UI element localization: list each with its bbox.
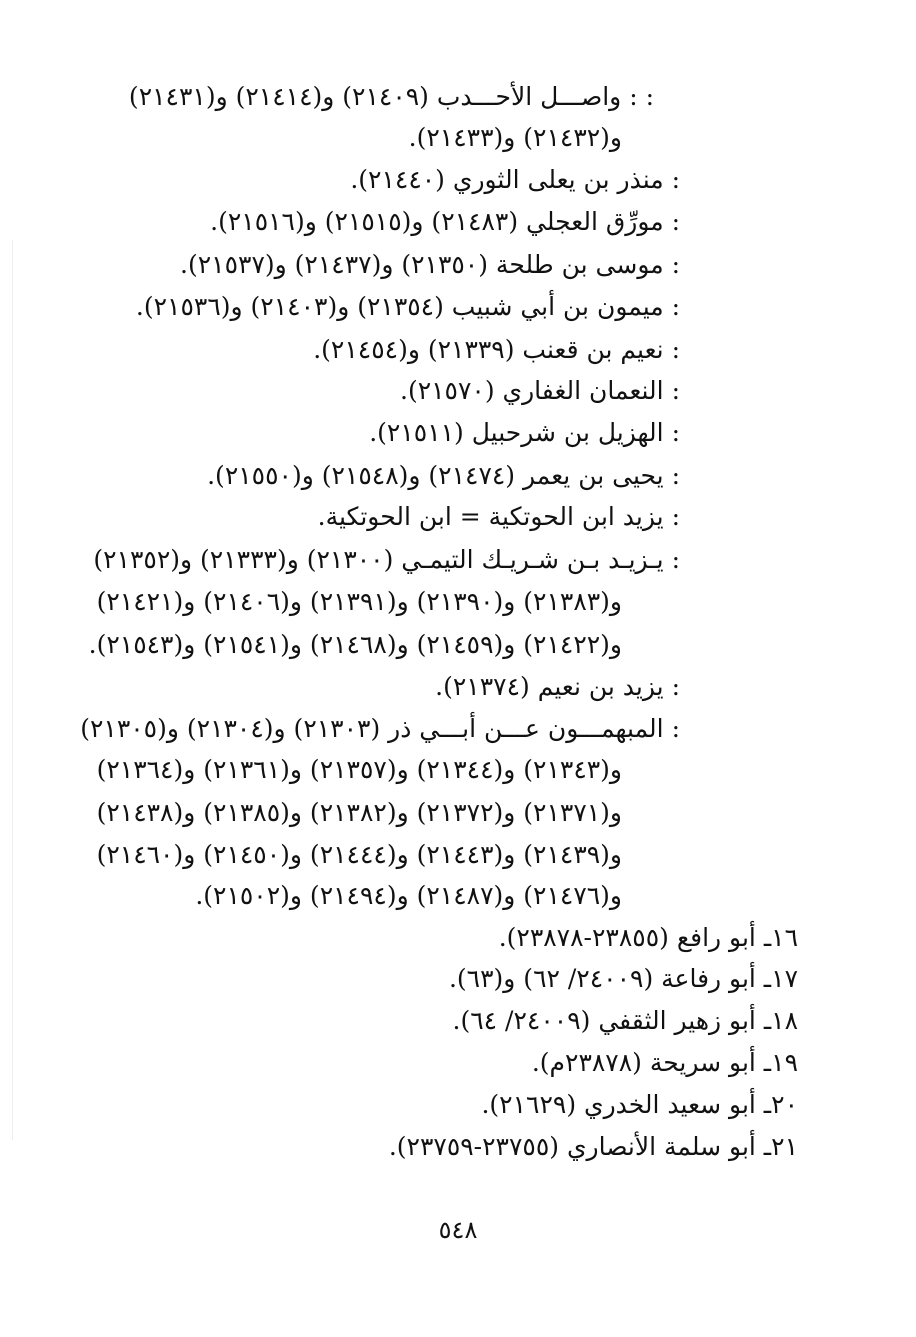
entry-line: : مورِّق العجلي (٢١٤٨٣) و(٢١٥١٥) و(٢١٥١٦). xyxy=(210,207,680,236)
entry-line: و(٢١٣٤٣) و(٢١٣٤٤) و(٢١٣٥٧) و(٢١٣٦١) و(٢١٣٦٤) xyxy=(96,755,622,784)
entry-line: : يحيى بن يعمر (٢١٤٧٤) و(٢١٥٤٨) و(٢١٥٥٠). xyxy=(207,461,680,490)
entry-line: : الهزيل بن شرحبيل (٢١٥١١). xyxy=(369,418,680,447)
entry-line: و(٢١٤٣٢) و(٢١٤٣٣). xyxy=(408,123,622,152)
entry-line: ١٦ـ أبو رافع (٢٣٨٥٥-٢٣٨٧٨). xyxy=(498,923,798,952)
entry-line: و(٢١٤٧٦) و(٢١٤٨٧) و(٢١٤٩٤) و(٢١٥٠٢). xyxy=(195,881,622,910)
entry-line: : يزيد بن نعيم (٢١٣٧٤). xyxy=(435,672,680,701)
entry-line: و(٢١٣٨٣) و(٢١٣٩٠) و(٢١٣٩١) و(٢١٤٠٦) و(٢١٤٢١) xyxy=(96,587,622,616)
entry-line: : يـزيـد بـن شـريـك التيمـي (٢١٣٠٠) و(٢١٣٣٣) و(٢١٣٥٢) xyxy=(93,545,680,574)
entry-line: ١٨ـ أبو زهير الثقفي (٢٤٠٠٩/ ٦٤). xyxy=(452,1006,798,1035)
page-number: ٥٤٨ xyxy=(438,1216,478,1244)
entry-line: : منذر بن يعلى الثوري (٢١٤٤٠). xyxy=(350,165,680,194)
entry-line: ١٧ـ أبو رفاعة (٢٤٠٠٩/ ٦٢) و(٦٣). xyxy=(448,964,798,993)
entry-line: : يزيد ابن الحوتكية = ابن الحوتكية. xyxy=(317,502,680,531)
entry-line: : نعيم بن قعنب (٢١٣٣٩) و(٢١٤٥٤). xyxy=(313,335,680,364)
page-edge-shadow xyxy=(12,240,13,1140)
entry-line: ٢٠ـ أبو سعيد الخدري (٢١٦٢٩). xyxy=(481,1090,798,1119)
entry-line: ٢١ـ أبو سلمة الأنصاري (٢٣٧٥٥-٢٣٧٥٩). xyxy=(388,1132,798,1161)
entry-line: : النعمان الغفاري (٢١٥٧٠). xyxy=(400,376,680,405)
entry-line: و(٢١٤٢٢) و(٢١٤٥٩) و(٢١٤٦٨) و(٢١٥٤١) و(٢١٥٤٣). xyxy=(88,630,622,659)
entry-line: و(٢١٤٣٩) و(٢١٤٤٣) و(٢١٤٤٤) و(٢١٤٥٠) و(٢١٤٦٠) xyxy=(96,840,622,869)
entry-line: : المبهمـــون عـــن أبـــي ذر (٢١٣٠٣) و(٢١٣٠٤) و(٢١٣٠٥) xyxy=(80,714,680,743)
entry-line: : : واصـــل الأحـــدب (٢١٤٠٩) و(٢١٤١٤) و(٢١٤٣١) xyxy=(128,82,654,111)
entry-line: : موسى بن طلحة (٢١٣٥٠) و(٢١٤٣٧) و(٢١٥٣٧). xyxy=(180,250,680,279)
entry-line: و(٢١٣٧١) و(٢١٣٧٢) و(٢١٣٨٢) و(٢١٣٨٥) و(٢١٤٣٨) xyxy=(96,798,622,827)
entry-line: ١٩ـ أبو سريحة (٢٣٨٧٨م). xyxy=(531,1048,798,1077)
entry-line: : ميمون بن أبي شبيب (٢١٣٥٤) و(٢١٤٠٣) و(٢١٥٣٦). xyxy=(135,292,680,321)
